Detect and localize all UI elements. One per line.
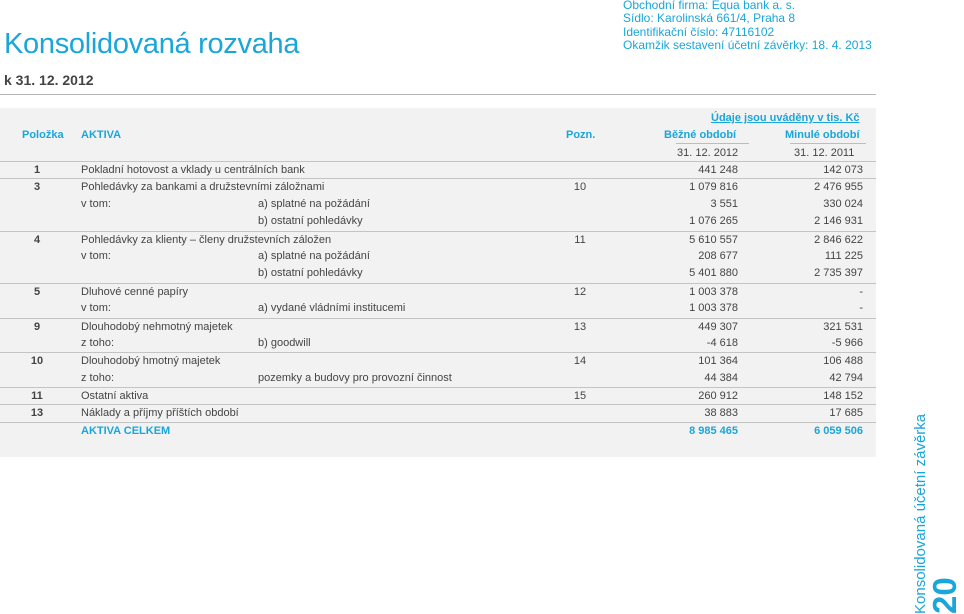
balance-date: k 31. 12. 2012: [4, 72, 94, 88]
divider: [0, 94, 876, 95]
table-row: [0, 178, 876, 195]
item-sub-description: b) ostatní pohledávky: [258, 267, 363, 280]
column-header-note: Pozn.: [566, 129, 596, 141]
table-row: [0, 404, 876, 421]
item-sub-description: b) goodwill: [258, 336, 311, 349]
current-value: 1 003 378: [689, 302, 738, 315]
previous-value: 2 846 622: [814, 233, 863, 246]
company-info: [623, 0, 872, 52]
item-sub-label: v tom:: [81, 302, 111, 315]
item-description: Náklady a příjmy příštích období: [81, 407, 239, 420]
item-description: Pohledávky za klienty – členy družstevních záložen: [81, 233, 332, 246]
total-row: [0, 422, 876, 439]
note-reference: 10: [573, 181, 587, 194]
item-sub-description: b) ostatní pohledávky: [258, 215, 363, 228]
previous-value: 2 476 955: [814, 181, 863, 194]
previous-value: 330 024: [823, 197, 863, 210]
current-value: 1 003 378: [689, 285, 738, 298]
item-number: 11: [31, 390, 43, 403]
current-value: -4 618: [706, 336, 738, 349]
table-row: [0, 335, 876, 352]
table-row: [0, 265, 876, 282]
previous-value: 111 225: [824, 249, 863, 262]
table-row: [0, 352, 876, 369]
item-number: 5: [33, 285, 41, 298]
item-sub-description: a) splatné na požádání: [258, 249, 370, 262]
note-reference: 11: [574, 233, 586, 246]
item-number: 9: [33, 320, 41, 333]
current-value: 1 076 265: [689, 215, 738, 228]
item-sub-description: pozemky a budovy pro provozní činnost: [258, 371, 452, 384]
current-value: 8 985 465: [689, 424, 738, 437]
current-value: 208 677: [698, 249, 738, 262]
divider: [676, 143, 749, 144]
item-description: Pokladní hotovost a vklady u centrálních bank: [81, 164, 305, 176]
previous-period-date: 31. 12. 2011: [794, 147, 855, 159]
previous-value: 321 531: [823, 320, 863, 333]
item-number: 10: [30, 355, 44, 368]
table-row: [0, 300, 876, 317]
page-title: Konsolidovaná rozvaha: [4, 28, 300, 60]
note-reference: 13: [573, 320, 587, 333]
current-value: 5 401 880: [689, 267, 738, 280]
divider: [790, 143, 866, 144]
previous-value: 42 794: [829, 371, 863, 384]
current-value: 260 912: [698, 390, 738, 403]
units-note: Údaje jsou uváděny v tis. Kč: [711, 112, 860, 124]
note-reference: 15: [573, 390, 587, 403]
side-label: [905, 413, 963, 614]
current-value: 3 551: [710, 197, 738, 210]
table-row: [0, 196, 876, 213]
table-row: [0, 231, 876, 248]
current-value: 44 384: [704, 371, 738, 384]
statement-date: Okamžik sestavení účetní závěrky: 18. 4. 2013: [623, 37, 872, 52]
column-header-item: Položka: [22, 129, 64, 141]
item-sub-description: a) vydané vládními institucemi: [258, 302, 406, 315]
item-number: 13: [30, 407, 44, 420]
item-sub-label: z toho:: [81, 336, 115, 349]
current-value: 441 248: [698, 164, 738, 176]
page-number: 20: [926, 577, 963, 614]
company-name: Obchodní firma: Equa bank a. s.: [623, 0, 796, 12]
item-description: Pohledávky za bankami a družstevními záložnami: [81, 181, 325, 194]
current-value: 1 079 816: [689, 181, 738, 194]
table-body: [0, 161, 876, 439]
previous-value: 2 146 931: [814, 215, 863, 228]
item-description: Ostatní aktiva: [81, 390, 149, 403]
company-address: Sídlo: Karolinská 661/4, Praha 8: [623, 11, 796, 26]
previous-value: 142 073: [823, 164, 863, 176]
note-reference: 14: [573, 355, 587, 368]
previous-value: 6 059 506: [814, 424, 863, 437]
item-description: Dluhové cenné papíry: [81, 285, 189, 298]
item-number: 1: [33, 164, 41, 176]
table-row: [0, 283, 876, 300]
table-row: [0, 161, 876, 178]
previous-value: 106 488: [823, 355, 863, 368]
column-header-previous: Minulé období: [785, 129, 860, 141]
item-number: 4: [33, 233, 41, 246]
table-row: [0, 318, 876, 335]
note-reference: 12: [573, 285, 587, 298]
current-value: 449 307: [698, 320, 738, 333]
current-value: 101 364: [698, 355, 738, 368]
item-description: Dlouhodobý nehmotný majetek: [81, 320, 233, 333]
table-row: [0, 248, 876, 265]
current-period-date: 31. 12. 2012: [677, 147, 739, 159]
previous-value: -5 966: [831, 336, 863, 349]
column-header-current: Běžné období: [664, 129, 737, 141]
previous-value: 148 152: [823, 390, 863, 403]
previous-value: -: [859, 302, 863, 315]
item-sub-label: v tom:: [81, 197, 111, 210]
item-sub-label: z toho:: [81, 371, 115, 384]
column-header-assets: AKTIVA: [81, 129, 122, 141]
current-value: 38 883: [704, 407, 738, 420]
previous-value: 2 735 397: [814, 267, 863, 280]
item-number: 3: [33, 181, 41, 194]
side-title: Konsolidovaná účetní závěrka: [912, 413, 929, 614]
previous-value: 17 685: [829, 407, 863, 420]
table-row: [0, 387, 876, 404]
current-value: 5 610 557: [689, 233, 738, 246]
item-description: AKTIVA CELKEM: [81, 424, 171, 437]
table-row: [0, 370, 876, 387]
item-description: Dlouhodobý hmotný majetek: [81, 355, 221, 368]
table-row: [0, 213, 876, 230]
previous-value: -: [859, 285, 863, 298]
item-sub-label: v tom:: [81, 249, 111, 262]
item-sub-description: a) splatné na požádání: [258, 197, 370, 210]
company-id: Identifikační číslo: 47116102: [623, 24, 775, 39]
